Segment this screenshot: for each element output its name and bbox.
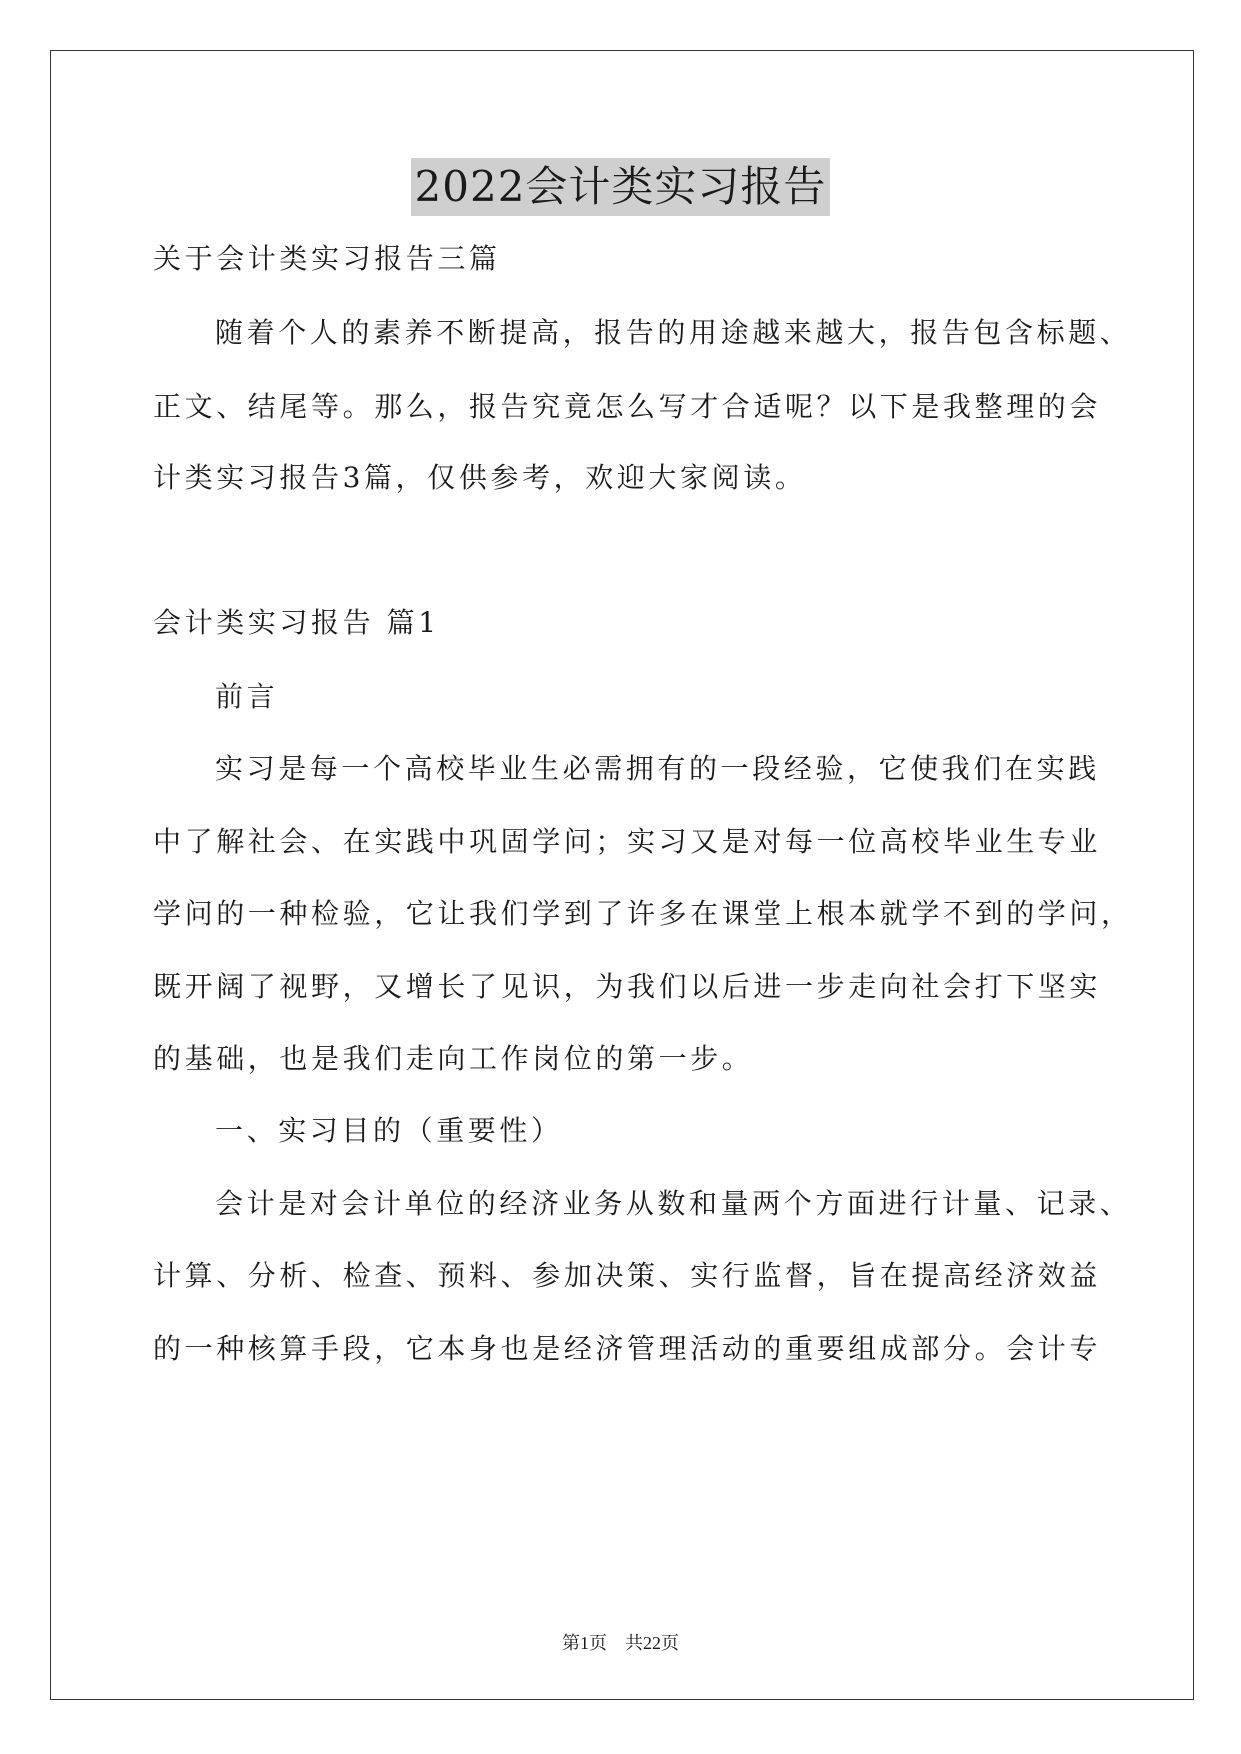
document-title: 2022会计类实习报告 <box>411 158 831 216</box>
purpose-line-1: 会计是对会计单位的经济业务从数和量两个方面进行计量、记录、 <box>215 1187 1132 1220</box>
page-border <box>50 50 1194 1700</box>
preface-line-5: 的基础，也是我们走向工作岗位的第一步。 <box>153 1042 754 1075</box>
purpose-heading: 一、实习目的（重要性） <box>215 1114 563 1147</box>
preface-line-3: 学问的一种检验，它让我们学到了许多在课堂上根本就学不到的学问， <box>153 897 1133 930</box>
page-number: 第1页 <box>562 1633 607 1653</box>
page-total: 共22页 <box>625 1633 679 1653</box>
preface-line-2: 中了解社会、在实践中巩固学问；实习又是对每一位高校毕业生专业 <box>153 825 1102 858</box>
preface-line-1: 实习是每一个高校毕业生必需拥有的一段经验，它使我们在实践 <box>215 752 1100 785</box>
intro-line-1: 随着个人的素养不断提高，报告的用途越来越大，报告包含标题、 <box>215 316 1132 349</box>
preface-heading: 前言 <box>215 680 279 713</box>
preface-line-4: 既开阔了视野，又增长了见识，为我们以后进一步走向社会打下坚实 <box>153 970 1102 1003</box>
page-footer <box>0 1631 1241 1655</box>
intro-line-3: 计类实习报告3篇，仅供参考，欢迎大家阅读。 <box>153 461 807 494</box>
title-container <box>0 158 1241 216</box>
purpose-line-2: 计算、分析、检查、预料、参加决策、实行监督，旨在提高经济效益 <box>153 1259 1102 1292</box>
purpose-line-3: 的一种核算手段，它本身也是经济管理活动的重要组成部分。会计专 <box>153 1332 1102 1365</box>
subtitle: 关于会计类实习报告三篇 <box>153 242 501 275</box>
section-heading: 会计类实习报告 篇1 <box>153 606 440 639</box>
intro-line-2: 正文、结尾等。那么，报告究竟怎么写才合适呢？以下是我整理的会 <box>153 390 1102 423</box>
